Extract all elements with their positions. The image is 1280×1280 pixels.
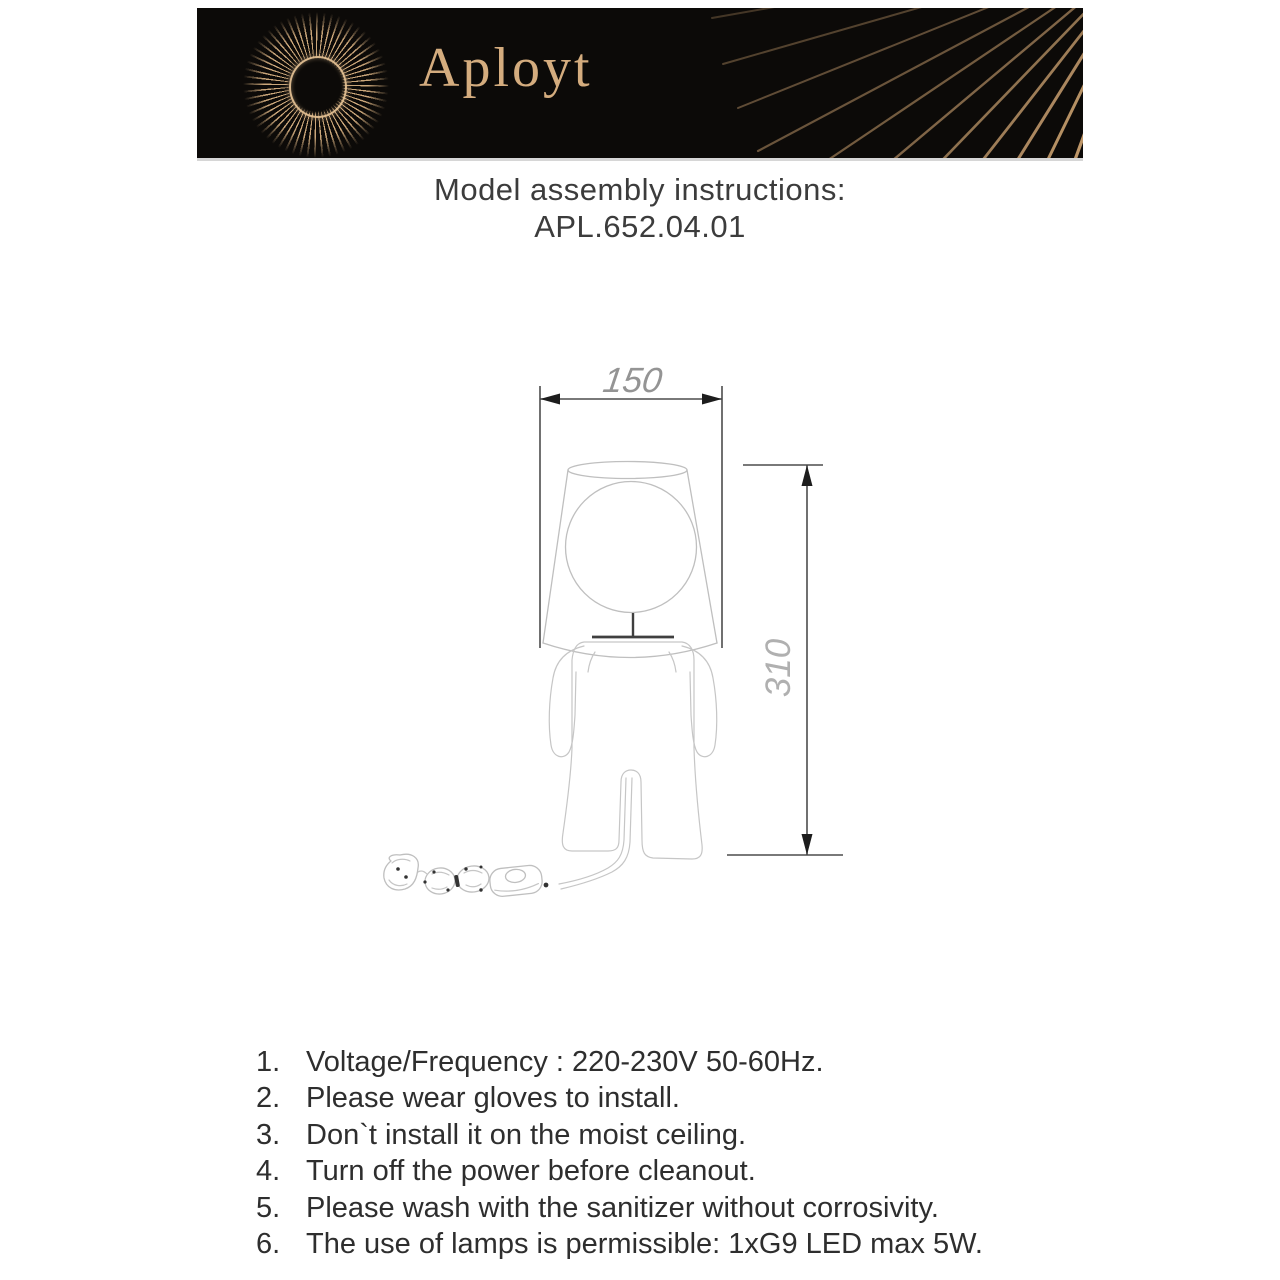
switch: [489, 864, 544, 897]
item-number: 4.: [256, 1155, 281, 1188]
height-label: 310: [759, 638, 798, 698]
plug-icon: [384, 854, 418, 890]
item-number: 1.: [256, 1046, 281, 1078]
list-item: [256, 1226, 983, 1262]
power-cord: [384, 778, 632, 898]
model-code: APL.652.04.01: [534, 209, 746, 244]
lamp-figure: [543, 462, 717, 860]
figure-right-arm: [682, 646, 717, 757]
item-text: Voltage/Frequency : 220-230V 50-60Hz.: [306, 1046, 824, 1078]
cord-adapter: [423, 866, 456, 896]
list-item: [256, 1044, 983, 1080]
item-text: Don`t install it on the moist ceiling.: [306, 1118, 747, 1151]
list-item: [256, 1080, 983, 1116]
item-text: The use of lamps is permissible: 1xG9 LED max 5W.: [306, 1228, 983, 1261]
assembly-diagram: [230, 350, 870, 970]
figure-left-arm: [549, 646, 584, 757]
brand-banner: [197, 8, 1083, 158]
lampshade: [543, 462, 717, 658]
instructions-list: [256, 1044, 983, 1262]
title-block: [0, 171, 1280, 245]
item-number: 3.: [256, 1118, 281, 1151]
item-text: Please wash with the sanitizer without corrosivity.: [306, 1191, 939, 1224]
item-text: Turn off the power before cleanout.: [306, 1155, 756, 1188]
brand-name: Aployt: [419, 37, 593, 99]
bulb-head: [566, 482, 697, 613]
figure-body: [562, 642, 702, 859]
page-title: Model assembly instructions:: [434, 172, 846, 207]
list-item: [256, 1190, 983, 1226]
list-item: [256, 1117, 983, 1153]
width-label: 150: [600, 361, 665, 400]
item-text: Please wear gloves to install.: [306, 1082, 680, 1115]
item-number: 2.: [256, 1082, 281, 1115]
ray-fan-icon: [197, 8, 1083, 158]
height-dimension: [727, 465, 843, 855]
item-number: 5.: [256, 1191, 281, 1224]
cord-adapter: [455, 864, 490, 894]
list-item: [256, 1153, 983, 1189]
item-number: 6.: [256, 1228, 281, 1261]
width-dimension: [540, 361, 722, 648]
